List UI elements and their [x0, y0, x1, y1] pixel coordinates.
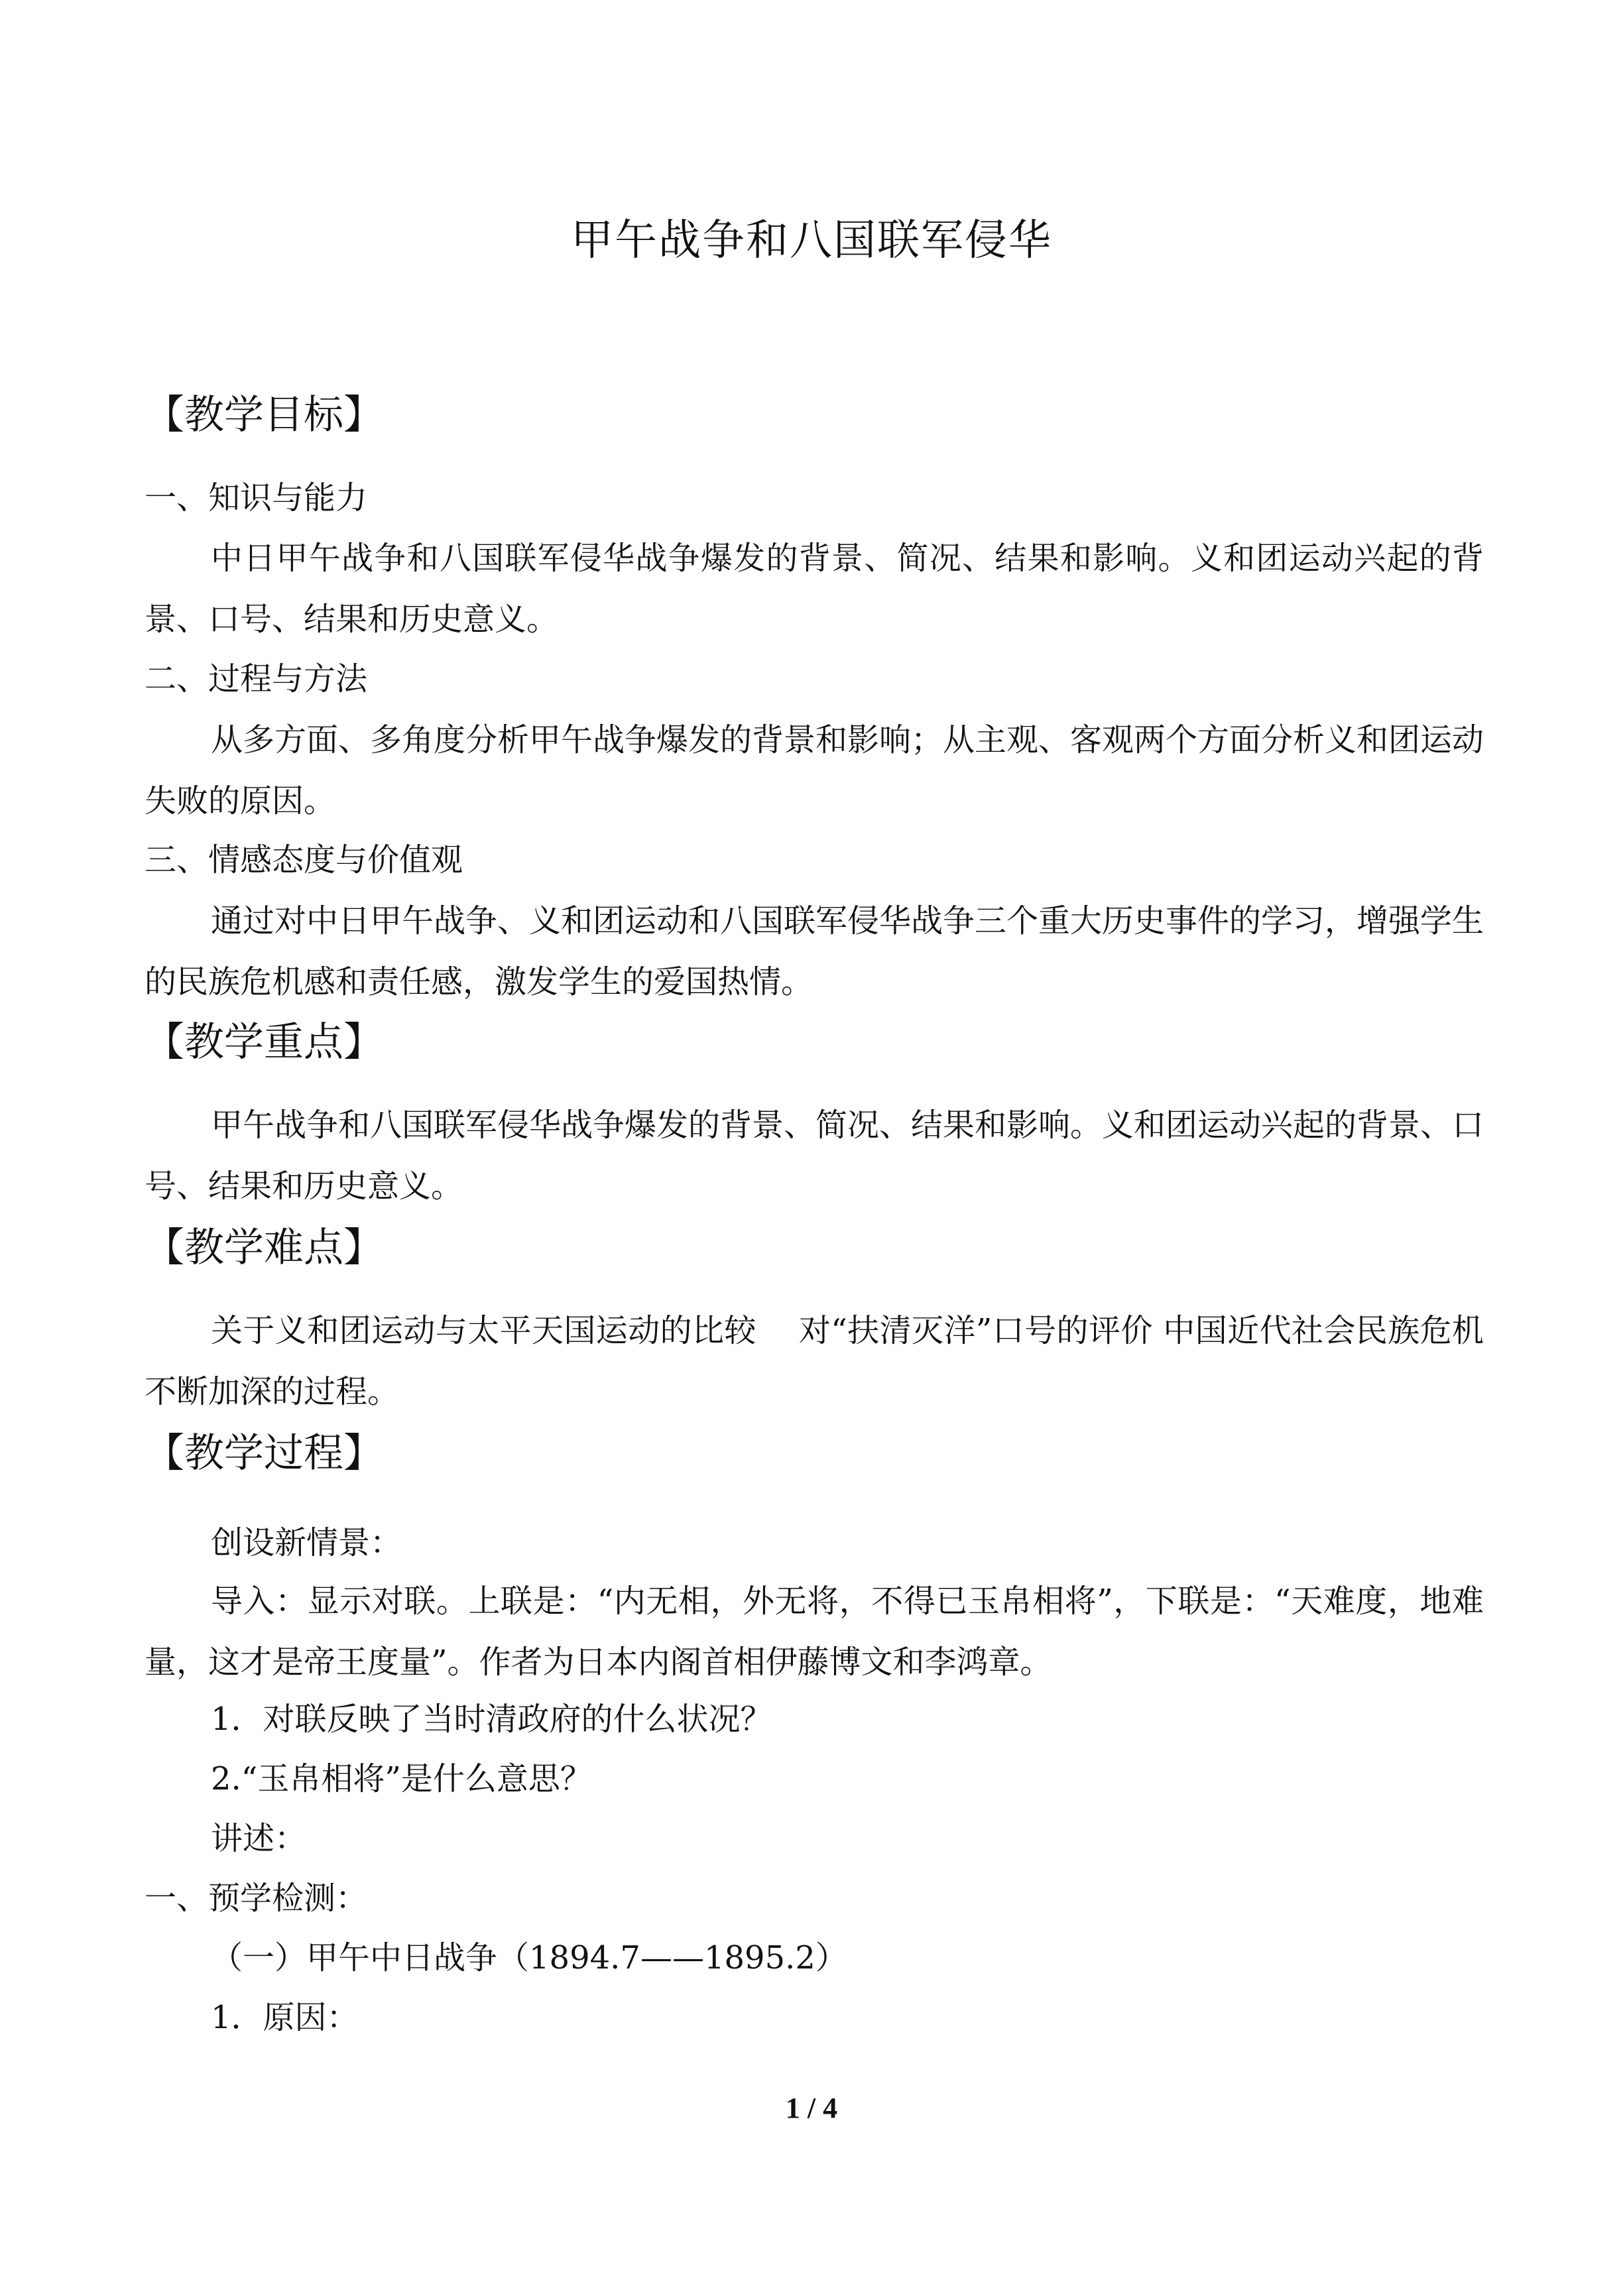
cause-label: 1．原因：	[211, 1999, 359, 2036]
pre-check-label: 一、预学检测：	[145, 1880, 368, 1917]
objective-1-label: 一、知识与能力	[145, 479, 368, 516]
heading-key-points: 【教学重点】	[145, 1019, 383, 1065]
page-number: 1 / 4	[785, 2092, 838, 2124]
process-question-1: 1．对联反映了当时清政府的什么状况？	[211, 1701, 772, 1738]
heading-difficulties: 【教学难点】	[145, 1225, 383, 1271]
process-scene: 创设新情景：	[211, 1524, 402, 1561]
document-title: 甲午战争和八国联军侵华	[571, 216, 1052, 265]
objective-3-text: 通过对中日甲午战争、义和团运动和八国联军侵华战争三个重大历史事件的学习，增强学生的民族危机感和责任感，激发学生的爱国热情。	[145, 902, 1484, 1000]
process-narrate: 讲述：	[211, 1820, 307, 1857]
objective-1-text: 中日甲午战争和八国联军侵华战争爆发的背景、简况、结果和影响。义和团运动兴起的背景、口号、结果和历史意义。	[145, 540, 1484, 638]
subsection-1: （一）甲午中日战争（1894.7——1895.2）	[211, 1939, 847, 1976]
objective-3-label: 三、情感态度与价值观	[145, 841, 463, 878]
process-question-2: 2.“玉帛相将”是什么意思？	[211, 1760, 592, 1797]
objective-2-label: 二、过程与方法	[145, 660, 368, 697]
heading-objectives: 【教学目标】	[145, 392, 383, 438]
process-intro: 导入：显示对联。上联是：“内无相，外无将，不得已玉帛相将”，下联是：“天难度，地难量，这才是帝王度量”。作者为日本内阁首相伊藤博文和李鸿章。	[145, 1583, 1484, 1681]
heading-process: 【教学过程】	[145, 1430, 383, 1477]
difficulties-text: 关于义和团运动与太平天国运动的比较 对“扶清灭洋”口号的评价 中国近代社会民族危机不断加深的过程。	[145, 1312, 1484, 1410]
objective-2-text: 从多方面、多角度分析甲午战争爆发的背景和影响；从主观、客观两个方面分析义和团运动失败的原因。	[145, 721, 1484, 819]
key-points-text: 甲午战争和八国联军侵华战争爆发的背景、简况、结果和影响。义和团运动兴起的背景、口号、结果和历史意义。	[145, 1107, 1484, 1205]
